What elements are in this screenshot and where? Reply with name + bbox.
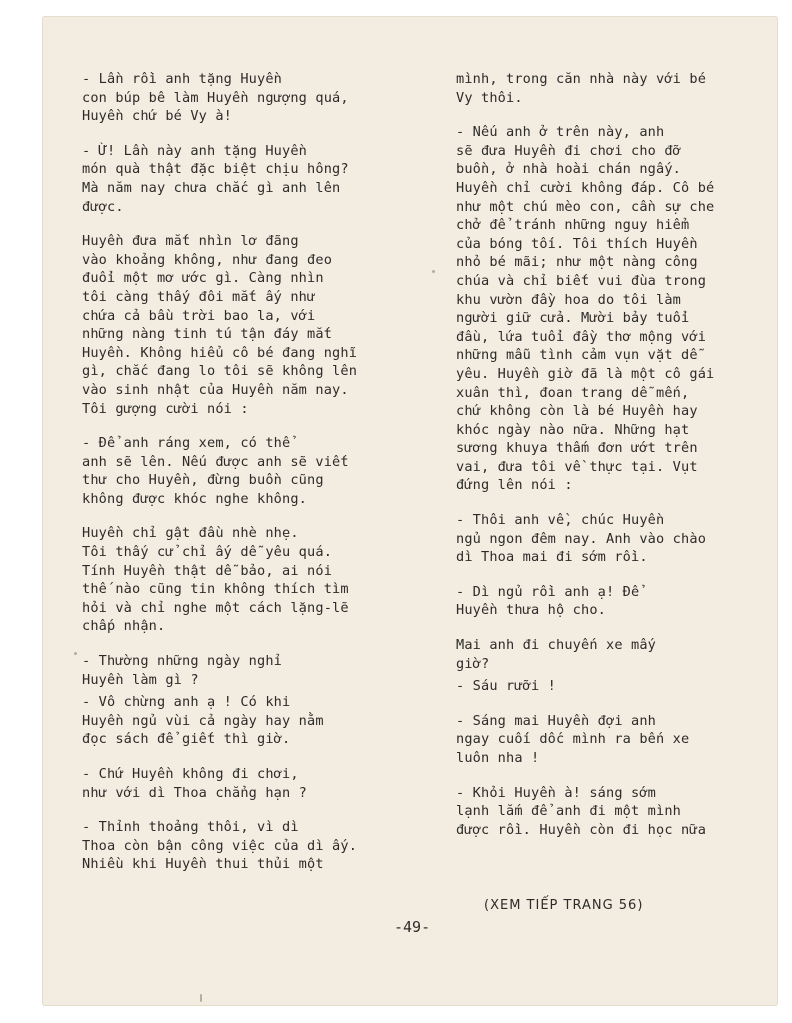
paragraph: - Khỏi Huyền à! sáng sớm lạnh lắm để anh đi một mình được rồi. Huyền còn đi học nữa <box>456 784 707 838</box>
paragraph: - Ừ! Lần này anh tặng Huyền món quà thật đặc biệt chịu hông? Mà năm nay chưa chắc gì anh lên được. <box>82 142 349 215</box>
paragraph: - Thường những ngày nghỉ Huyền làm gì ? <box>82 653 283 688</box>
continuation-note: (XEM TIẾP TRANG 56) <box>484 898 644 913</box>
paragraph: - Sáu rưỡi ! <box>456 678 557 695</box>
paragraph: Mai anh đi chuyến xe mấy giờ? <box>456 637 657 672</box>
left-column <box>82 70 412 890</box>
paragraph: - Dì ngủ rồi anh ạ! Để Huyền thưa hộ cho. <box>456 583 640 619</box>
paragraph: - Sáng mai Huyền đợi anh ngay cuối dốc mình ra bến xe luôn nha ! <box>456 712 690 766</box>
paragraph: - Để anh ráng xem, có thể anh sẽ lên. Nếu được anh sẽ viết thư cho Huyền, đừng buồn cũng không được khóc nghe không. <box>82 435 349 507</box>
paper-speck <box>74 652 77 655</box>
paper-speck <box>432 270 435 273</box>
page-number: -49- <box>394 918 431 936</box>
paragraph: mình, trong căn nhà này với bé Vy thôi. <box>456 71 707 106</box>
paper-speck <box>200 994 202 1002</box>
paragraph: - Lần rồi anh tặng Huyền con búp bê làm Huyền ngượng quá, Huyền chứ bé Vy à! <box>82 71 349 125</box>
paragraph: - Chứ Huyền không đi chơi, như với dì Thoa chẳng hạn ? <box>82 766 308 801</box>
paragraph: - Vô chừng anh ạ ! Có khi Huyền ngủ vùi cả ngày hay nằm đọc sách để giết thì giờ. <box>82 694 324 748</box>
paragraph: - Thỉnh thoảng thôi, vì dì Thoa còn bận công việc của dì ấy. Nhiều khi Huyền thui thủi một <box>82 819 358 873</box>
paragraph: - Thôi anh về, chúc Huyền ngủ ngon đêm nay. Anh vào chào dì Thoa mai đi sớm rồi. <box>456 512 707 566</box>
paragraph: Huyền chỉ gật đầu nhè nhẹ. Tôi thấy cử chỉ ấy dễ yêu quá. Tính Huyền thật dễ bảo, ai nói thế nào cũng tin không thích tìm hỏi và chỉ nghe một cách lặng-lẽ chấp nhận. <box>82 525 349 635</box>
paragraph: - Nếu anh ở trên này, anh sẽ đưa Huyền đi chơi cho đỡ buồn, ở nhà hoài chán ngấy. Huyền chỉ cười không đáp. Cô bé như một chú mèo con, cần sự che chở để tránh những nguy hiểm của bóng tối. Tôi thích Huyền nhỏ bé mãi; như một nàng công chúa và chỉ biết vui đùa trong khu vườn đầy hoa do tôi làm người giữ cửa. Mười bảy tuổi đầu, lứa tuổi đầy thơ mộng với những mẫu tình cảm vụn vặt dễ yêu. Huyền giờ đã là một cô gái xuân thì, đoan trang dễ mến, chứ không còn là bé Huyền hay khóc ngày nào nữa. Những hạt sương khuya thấm đơn ướt trên vai, đưa tôi về thực tại. Vụt đứng lên nói : <box>456 124 715 494</box>
paragraph: Huyền đưa mắt nhìn lơ đãng vào khoảng không, như đang đeo đuổi một mơ ước gì. Càng nhìn tôi càng thấy đôi mắt ấy như chứa cả bầu trời bao la, với những nàng tinh tú tận đáy mắt Huyền. Không hiểu cô bé đang nghĩ gì, chắc đang lo tôi sẽ không lên vào sinh nhật của Huyền năm nay. Tôi gượng cười nói : <box>82 233 358 417</box>
right-column <box>456 70 756 855</box>
